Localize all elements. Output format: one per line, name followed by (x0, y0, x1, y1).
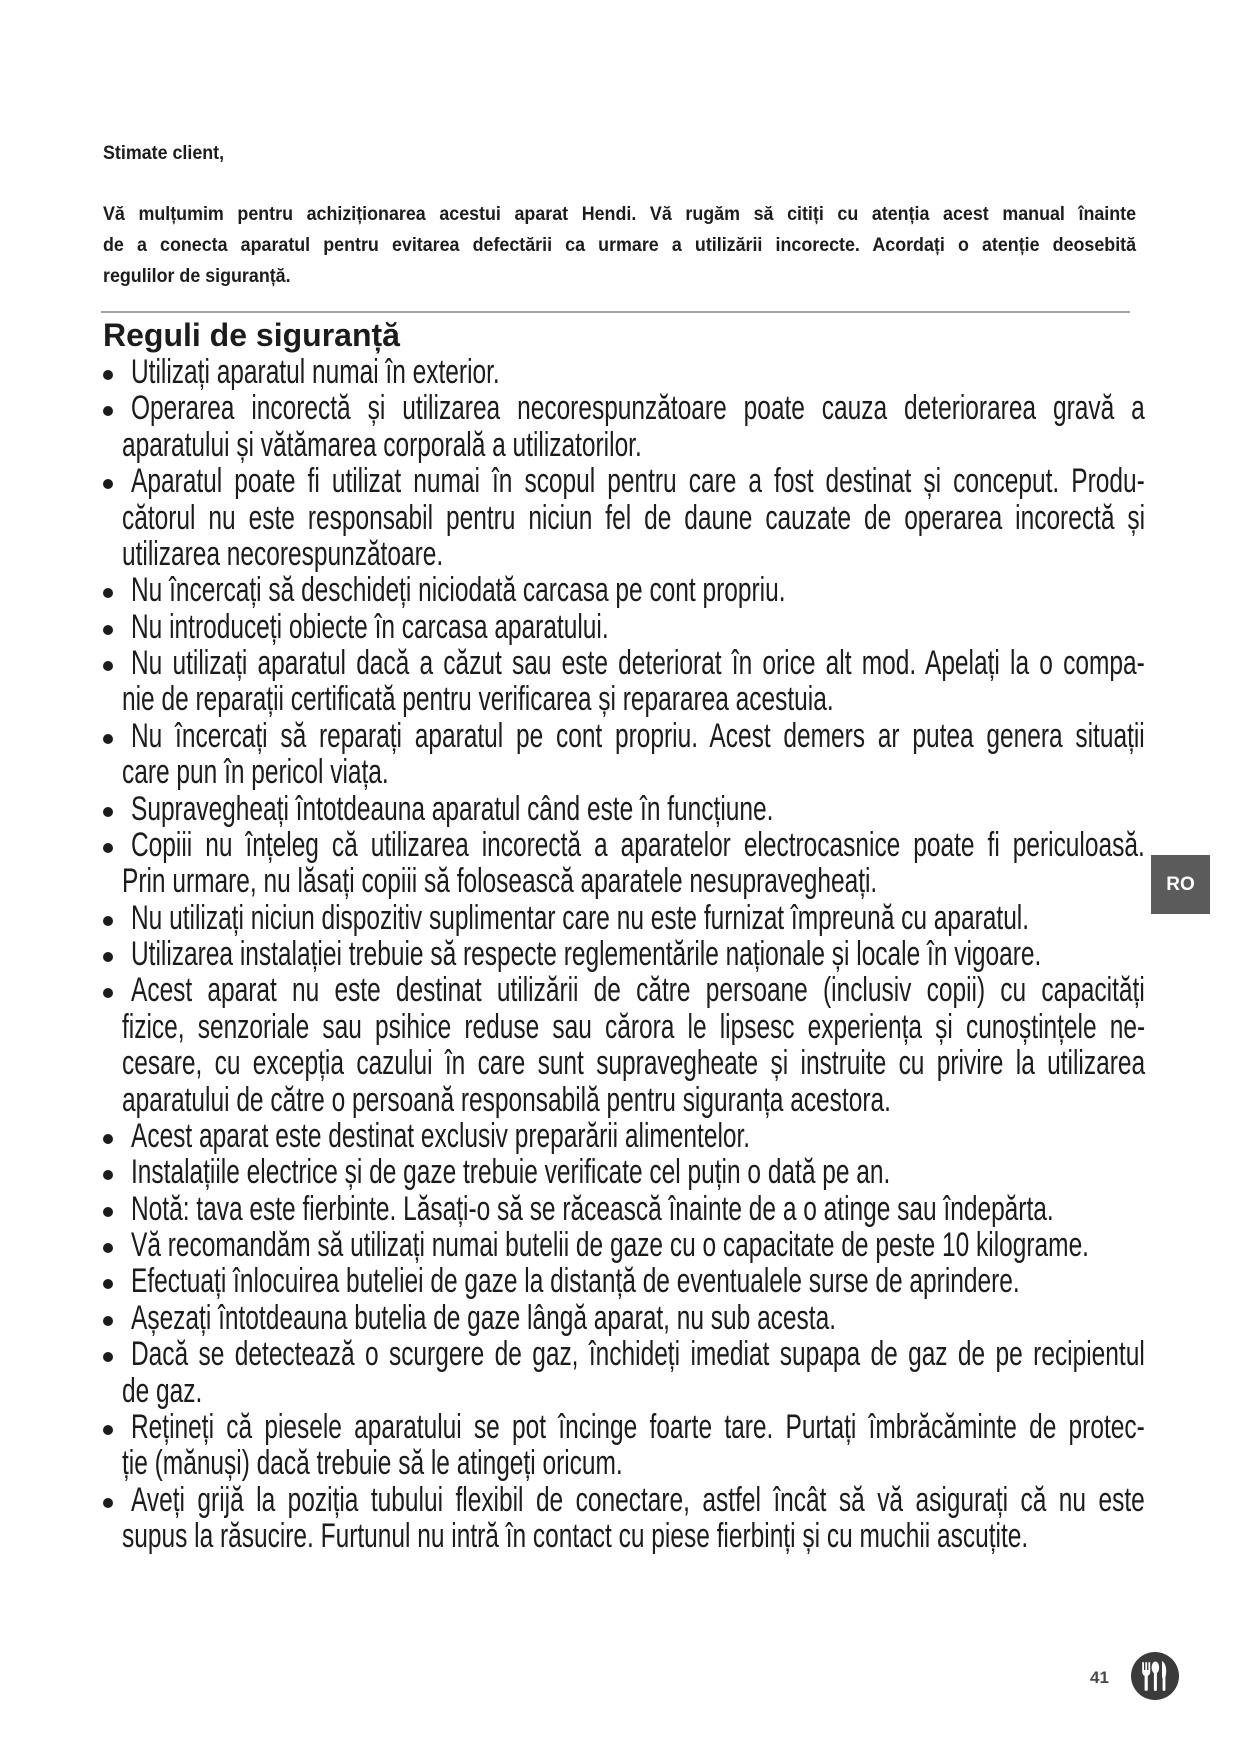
bullet (103, 843, 113, 853)
safety-rule (0, 1263, 1241, 1299)
safety-rule (0, 936, 1241, 972)
rule-line: ție (mănuși) dacă trebuie să le atingeți oricum. (122, 1444, 623, 1483)
safety-rule (0, 645, 1241, 718)
rule-line: Nu utilizați niciun dispozitiv suplimentar care nu este furnizat împreună cu aparatul. (131, 898, 1030, 937)
safety-rule (0, 1191, 1241, 1227)
bullet (103, 1279, 113, 1289)
rule-line: Supravegheați întotdeauna aparatul când este în funcțiune. (131, 789, 774, 828)
intro-line: Vă mulțumim pentru achiziționarea acestui aparat Hendi. Vă rugăm să citiți cu atenția acest manual înainte (103, 204, 1137, 225)
safety-rule (0, 972, 1241, 1118)
rule-line: aparatului de către o persoană responsabilă pentru siguranța acestora. (122, 1080, 891, 1119)
rule-line: cesare, cu excepția cazului în care sunt supravegheate și instruite cu privire la utilizarea (122, 1044, 1146, 1083)
rule-line: care pun în pericol viața. (122, 753, 389, 792)
bullet (103, 916, 113, 926)
rule-line: Notă: tava este fierbinte. Lăsați-o să se răcească înainte de a o atinge sau îndepărta. (131, 1189, 1054, 1228)
bullet (103, 479, 113, 489)
bullet (103, 625, 113, 635)
safety-rule (0, 1482, 1241, 1555)
rule-line: Utilizați aparatul numai în exterior. (131, 353, 500, 391)
rule-line: cătorul nu este responsabil pentru niciun fel de daune cauzate de operarea incorectă și (122, 498, 1146, 537)
rule-line: nie de reparații certificată pentru verificarea și repararea acestuia. (122, 680, 834, 719)
safety-rule (0, 1336, 1241, 1409)
bullet (103, 588, 113, 598)
rule-line: Aveți grijă la poziția tubului flexibil de conectare, astfel încât să vă asigurați că nu este (131, 1480, 1145, 1519)
rule-line: Vă recomandăm să utilizați numai butelii de gaze cu o capacitate de peste 10 kilograme. (131, 1226, 1089, 1264)
rule-line: Operarea incorectă și utilizarea necorespunzătoare poate cauza deteriorarea gravă a (131, 389, 1145, 428)
rule-line: Acest aparat este destinat exclusiv preparării alimentelor. (131, 1116, 751, 1155)
bullet (103, 952, 113, 962)
intro-line: regulilor de siguranță. (103, 266, 291, 287)
rule-line: utilizarea necorespunzătoare. (122, 534, 444, 573)
rule-line: fizice, senzoriale sau psihice reduse sau cărora le lipsesc experiența și cunoștințele ne- (122, 1007, 1146, 1046)
page-number: 41 (1090, 1668, 1109, 1687)
safety-rule (0, 1118, 1241, 1154)
rule-line: Copiii nu înțeleg că utilizarea incorectă a aparatelor electrocasnice poate fi periculoasă. (131, 825, 1145, 864)
safety-rule (0, 1154, 1241, 1190)
rule-line: Nu utilizați aparatul dacă a căzut sau este deteriorat în orice alt mod. Apelați la o compa- (131, 644, 1145, 682)
bullet (103, 807, 113, 817)
safety-rule (0, 1227, 1241, 1263)
bullet (103, 734, 113, 744)
intro-paragraph (103, 199, 1136, 292)
safety-rule (0, 463, 1241, 572)
safety-rule (0, 572, 1241, 608)
rule-line: Nu încercați să deschideți niciodată carcasa pe cont propriu. (131, 571, 786, 610)
rule-line: Prin urmare, nu lăsați copiii să folosească aparatele nesupravegheați. (122, 862, 878, 901)
section-divider (101, 311, 1130, 313)
rule-line: de gaz. (122, 1371, 203, 1410)
cutlery-icon (1131, 1652, 1179, 1700)
rule-line: Nu încercați să reparați aparatul pe cont propriu. Acest demers ar putea genera situații (131, 716, 1145, 755)
language-tab-ro: RO (1151, 855, 1210, 914)
safety-rule (0, 1409, 1241, 1482)
bullet (103, 1316, 113, 1326)
rule-line: Nu introduceți obiecte în carcasa aparatului. (131, 607, 609, 646)
safety-rule (0, 827, 1241, 900)
rule-line: Utilizarea instalației trebuie să respecte reglementările naționale și locale în vigoare. (131, 935, 1042, 973)
bullet (103, 1207, 113, 1217)
safety-rule (0, 718, 1241, 791)
safety-rule (0, 354, 1241, 390)
safety-rules-list (0, 354, 1241, 1554)
safety-rule (0, 900, 1241, 936)
rule-line: Efectuați înlocuirea buteliei de gaze la distanță de eventualele surse de aprindere. (131, 1262, 1020, 1301)
bullet (103, 1352, 113, 1362)
bullet (103, 661, 113, 671)
bullet (103, 988, 113, 998)
rule-line: Dacă se detectează o scurgere de gaz, închideți imediat supapa de gaz de pe recipientul (131, 1335, 1145, 1374)
intro-line: de a conecta aparatul pentru evitarea defectării ca urmare a utilizării incorecte. Acordați o atenție deosebită (103, 235, 1137, 256)
bullet (103, 1170, 113, 1180)
rule-line: Instalațiile electrice și de gaze trebuie verificate cel puțin o dată pe an. (131, 1153, 891, 1192)
bullet (103, 1425, 113, 1435)
rule-line: Acest aparat nu este destinat utilizării de către persoane (inclusiv copii) cu capacități (131, 971, 1145, 1010)
safety-rule (0, 791, 1241, 827)
rule-line: Aparatul poate fi utilizat numai în scopul pentru care a fost destinat și conceput. Produ- (131, 462, 1145, 501)
rule-line: Rețineți că piesele aparatului se pot încinge foarte tare. Purtați îmbrăcăminte de protec- (131, 1407, 1145, 1446)
bullet (103, 1134, 113, 1144)
greeting: Stimate client, (103, 143, 225, 164)
safety-rule (0, 390, 1241, 463)
rule-line: Așezați întotdeauna butelia de gaze lângă aparat, nu sub acesta. (131, 1298, 837, 1337)
rule-line: supus la răsucire. Furtunul nu intră în contact cu piese fierbinți și cu muchii ascuțite. (122, 1517, 1029, 1555)
bullet (103, 406, 113, 416)
rule-line: aparatului și vătămarea corporală a utilizatorilor. (122, 425, 642, 464)
safety-rule (0, 609, 1241, 645)
safety-rule (0, 1300, 1241, 1336)
bullet (103, 1498, 113, 1508)
section-title: Reguli de siguranță (103, 317, 400, 353)
bullet (103, 370, 113, 380)
bullet (103, 1243, 113, 1253)
